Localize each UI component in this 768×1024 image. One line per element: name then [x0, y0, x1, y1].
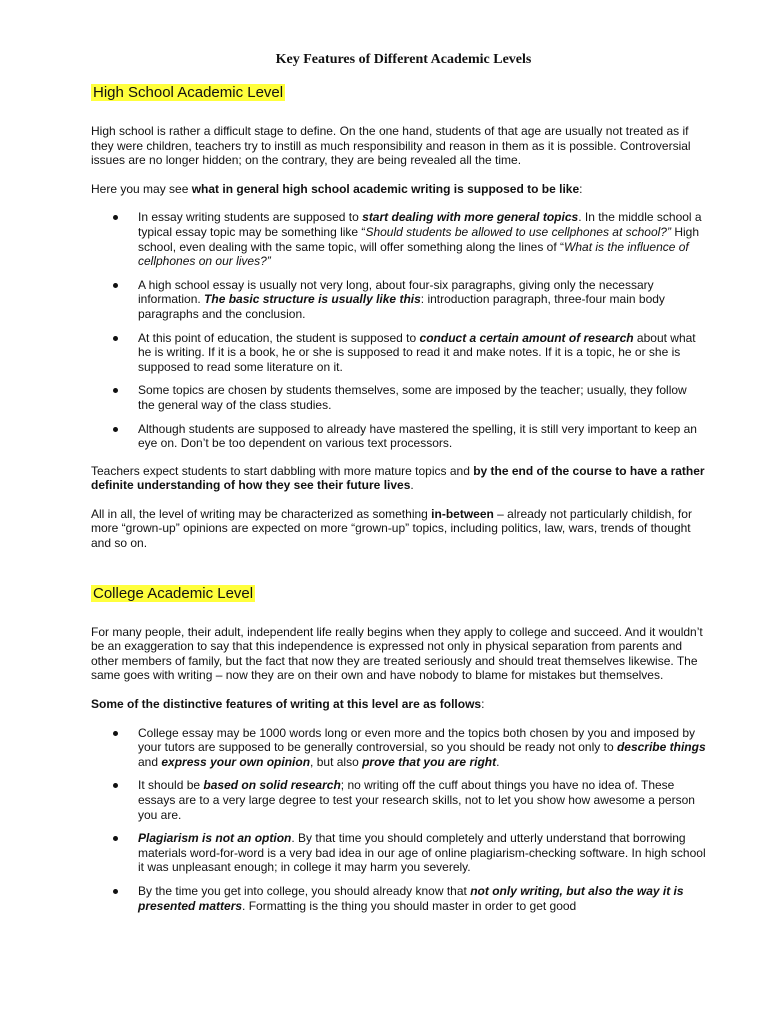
section-heading-college	[91, 583, 706, 605]
highlighted-heading: College Academic Level	[93, 584, 254, 602]
paragraph-lead: Here you may see what in general high school academic writing is supposed to be like:	[91, 181, 583, 196]
list-item: It should be based on solid research; no writing off the cuff about things you have no idea of. These essays are to a very large degree to test your research skills, not to let you show how awesome a person you are.	[91, 778, 706, 822]
paragraph-intro: For many people, their adult, independent life really begins when they apply to college and succeed. And it wouldn’t be an exaggeration to say that this independence is expressed not only in physical separation from parents and other members of family, but the fact that now they are treated seriously and should treat themselves likewise. The same goes with writing – now they are on their own and have nobody to blame for mistakes but themselves.	[91, 624, 703, 683]
list-item: At this point of education, the student is supposed to conduct a certain amount of research about what he is writing. If it is a book, he or she is supposed to read it and make notes. If it is a topic, he or she is supposed to read some literature on it.	[91, 331, 706, 375]
list-item: Although students are supposed to already have mastered the spelling, it is still very important to keep an eye on. Don’t be too dependent on various text processors.	[91, 422, 706, 451]
highlighted-heading: High School Academic Level	[93, 84, 284, 101]
list-item: In essay writing students are supposed to start dealing with more general topics. In the middle school a typical essay topic may be something like “Should students be allowed to use cellphones at school?” High school, even dealing with the same topic, will offer something along the lines of “What is the influence of cellphones on our lives?”	[91, 210, 706, 268]
list-item: By the time you get into college, you should already know that not only writing, but also the way it is presented matters. Formatting is the thing you should master in order to get good	[91, 884, 706, 913]
paragraph-lead: Some of the distinctive features of writing at this level are as follows:	[91, 697, 485, 712]
section-spacer	[91, 565, 706, 583]
bullet-list-college	[91, 726, 706, 914]
paragraph-closing-2: All in all, the level of writing may be characterized as something in-between – already not particularly childish, for more “grown-up” opinions are expected on more “grown-up” topics, including politics, law, wars, trends of thought and so on.	[91, 506, 692, 551]
document-title: Key Features of Different Academic Levels	[275, 52, 532, 67]
list-item: Some topics are chosen by students themselves, some are imposed by the teacher; usually, they follow the general way of the class studies.	[91, 383, 706, 412]
list-item: College essay may be 1000 words long or even more and the topics both chosen by you and imposed by your tutors are supposed to be generally controversial, so you should be ready not only to describe things and express your own opinion, but also prove that you are right.	[91, 726, 706, 770]
list-item: Plagiarism is not an option. By that time you should completely and utterly understand that borrowing materials word-for-word is a very bad idea in our age of online plagiarism-checking software. In high school it was unpleasant enough; in college it may harm you severely.	[91, 831, 706, 875]
list-item: A high school essay is usually not very long, about four-six paragraphs, giving only the necessary information. The basic structure is usually like this: introduction paragraph, three-four main body paragraphs and the conclusion.	[91, 278, 706, 322]
bullet-list-high-school	[91, 210, 706, 450]
paragraph-intro: High school is rather a difficult stage to define. On the one hand, students of that age are usually not treated as if they were children, teachers try to instill as much responsibility and reason in them as it is possible. Controversial issues are no longer hidden; on the contrary, they are being revealed all the time.	[91, 124, 691, 168]
section-heading-high-school	[91, 82, 706, 104]
paragraph-closing-1: Teachers expect students to start dabbling with more mature topics and by the end of the course to have a rather definite understanding of how they see their future lives.	[91, 463, 705, 493]
